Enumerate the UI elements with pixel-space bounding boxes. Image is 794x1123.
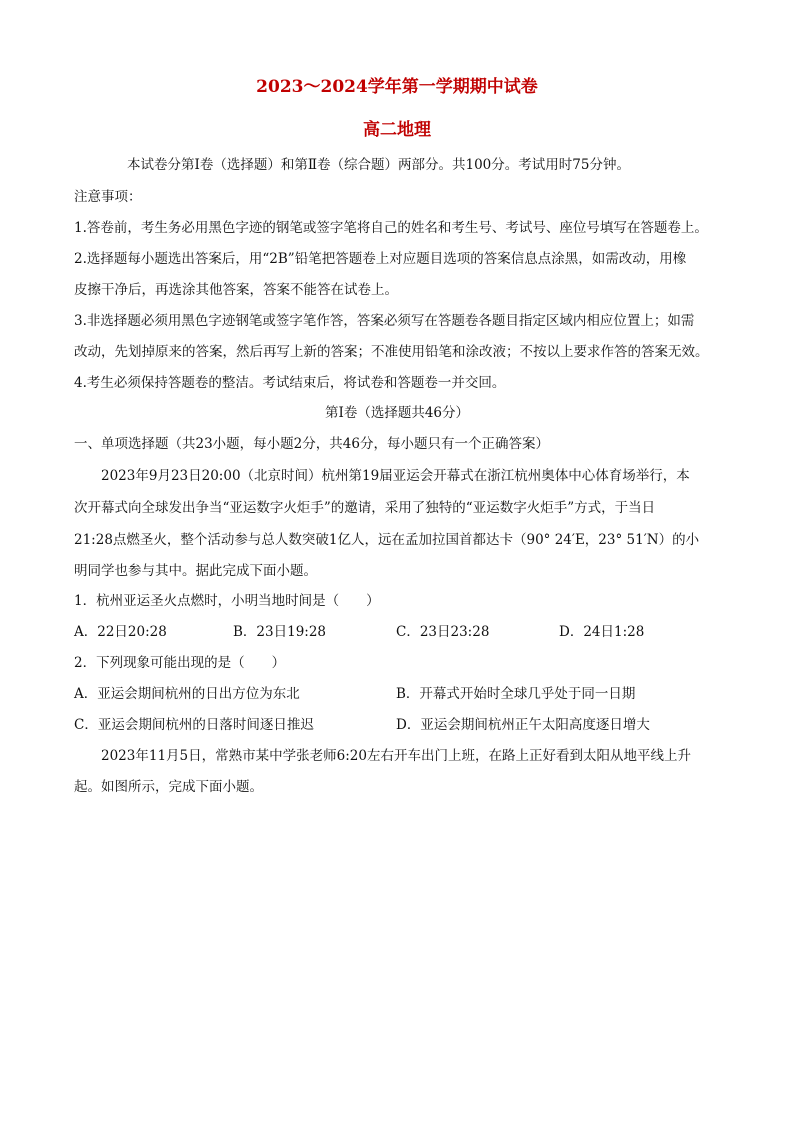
note-line: 3.非选择题必须用黑色字迹钢笔或签字笔作答，答案必须写在答题卷各题目指定区域内相应位置上；如需 — [74, 313, 695, 329]
question-2-option-c: C．亚运会期间杭州的日落时间逐日推迟 — [74, 717, 314, 733]
part-title: 一、单项选择题（共23小题，每小题2分，共46分，每小题只有一个正确答案） — [74, 436, 549, 452]
note-line: 1.答卷前，考生务必用黑色字迹的钢笔或签字笔将自己的姓名和考生号、考试号、座位号填写在答题卷上。 — [74, 220, 708, 236]
section-title: 第Ⅰ卷（选择题共46分） — [324, 405, 469, 421]
exam-intro: 本试卷分第Ⅰ卷（选择题）和第Ⅱ卷（综合题）两部分。共100分。考试用时75分钟。 — [127, 157, 630, 173]
question-2-option-a: A．亚运会期间杭州的日出方位为东北 — [74, 686, 300, 702]
exam-title: 2023～2024学年第一学期期中试卷 — [256, 77, 538, 97]
question-1-option-a: A．22日20:28 — [74, 624, 167, 640]
question-2-option-d: D．亚运会期间杭州正午太阳高度逐日增大 — [396, 717, 650, 733]
passage-line: 2023年9月23日20:00（北京时间）杭州第19届亚运会开幕式在浙江杭州奥体中心体育场举行，本 — [101, 468, 690, 484]
passage-line: 起。如图所示，完成下面小题。 — [74, 779, 263, 795]
notes-heading: 注意事项： — [74, 189, 142, 205]
passage-line: 次开幕式向全球发出争当“亚运数字火炬手”的邀请，采用了独特的“亚运数字火炬手”方式，于当日 — [74, 500, 656, 516]
question-1-option-d: D．24日1:28 — [559, 624, 645, 640]
exam-subject: 高二地理 — [363, 120, 431, 140]
question-2-option-b: B．开幕式开始时全球几乎处于同一日期 — [396, 686, 636, 702]
question-1-stem: 1．杭州亚运圣火点燃时，小明当地时间是（ ） — [74, 593, 380, 609]
passage-line: 21:28点燃圣火，整个活动参与总人数突破1亿人，远在孟加拉国首都达卡（90° 24′E，23° 51′N）的小 — [74, 532, 700, 548]
question-1-option-b: B．23日19:28 — [233, 624, 327, 640]
passage-line: 2023年11月5日，常熟市某中学张老师6:20左右开车出门上班，在路上正好看到太阳从地平线上升 — [101, 748, 691, 764]
note-line: 2.选择题每小题选出答案后，用“2B”铅笔把答题卷上对应题目选项的答案信息点涂黑，如需改动，用橡 — [74, 251, 687, 267]
question-2-stem: 2．下列现象可能出现的是（ ） — [74, 655, 286, 671]
note-line: 4.考生必须保持答题卷的整洁。考试结束后，将试卷和答题卷一并交回。 — [74, 375, 506, 391]
question-1-option-c: C．23日23:28 — [396, 624, 490, 640]
note-line: 皮擦干净后，再选涂其他答案，答案不能答在试卷上。 — [74, 282, 398, 298]
passage-line: 明同学也参与其中。据此完成下面小题。 — [74, 563, 317, 579]
note-line: 改动，先划掉原来的答案，然后再写上新的答案；不准使用铅笔和涂改液；不按以上要求作答的答案无效。 — [74, 344, 709, 360]
